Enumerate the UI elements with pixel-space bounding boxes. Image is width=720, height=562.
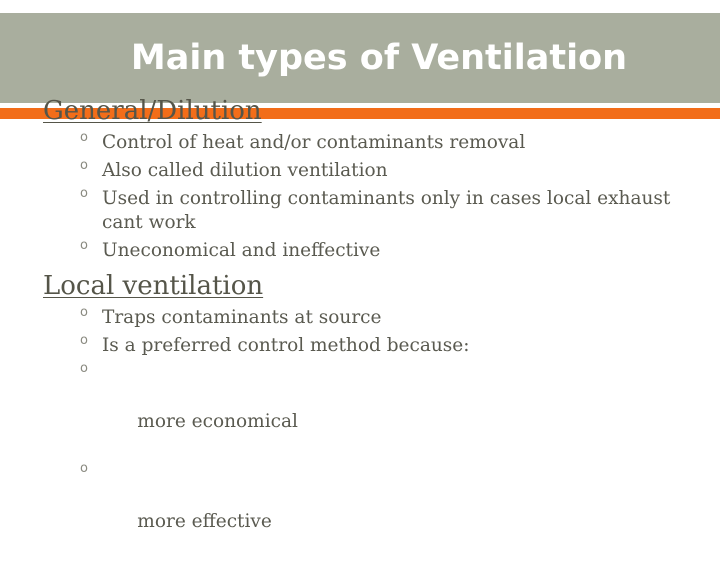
bullet-circle-icon: o — [80, 158, 88, 173]
bullet-circle-icon: o — [80, 361, 88, 376]
section-heading-general-dilution: General/Dilution — [43, 96, 262, 126]
bullet-item — [43, 306, 683, 330]
bullet-item — [43, 239, 683, 263]
slide-body — [43, 94, 683, 562]
slide-title: Main types of Ventilation — [130, 38, 628, 78]
bullet-circle-icon: o — [80, 333, 88, 348]
bullet-circle-icon: o — [80, 130, 88, 145]
section-heading-local-ventilation: Local ventilation — [43, 271, 264, 301]
bullet-text: Is a preferred control method because: — [102, 335, 470, 356]
bullet-circle-icon: o — [80, 186, 88, 201]
bullet-text: Control of heat and/or contaminants removal — [102, 132, 526, 153]
bullet-item — [43, 159, 683, 183]
bullet-item — [43, 131, 683, 155]
bullet-item — [43, 187, 683, 235]
bullet-text: Also called dilution ventilation — [102, 160, 388, 181]
bullet-text: Used in controlling contaminants only in cases local exhaust cant work — [102, 188, 671, 233]
bullet-list-general-dilution — [43, 131, 683, 263]
bullet-circle-icon: o — [80, 305, 88, 320]
bullet-circle-icon: o — [80, 461, 88, 476]
bullet-text: Uneconomical and ineffective — [102, 240, 381, 261]
bullet-item — [43, 334, 683, 358]
bullet-item-indented — [43, 462, 683, 558]
bullet-circle-icon: o — [80, 238, 88, 253]
bullet-text: Traps contaminants at source — [102, 307, 382, 328]
bullet-list-local-ventilation — [43, 306, 683, 558]
bullet-text: more effective — [137, 511, 272, 532]
bullet-item-indented — [43, 362, 683, 458]
bullet-text: more economical — [137, 411, 298, 432]
